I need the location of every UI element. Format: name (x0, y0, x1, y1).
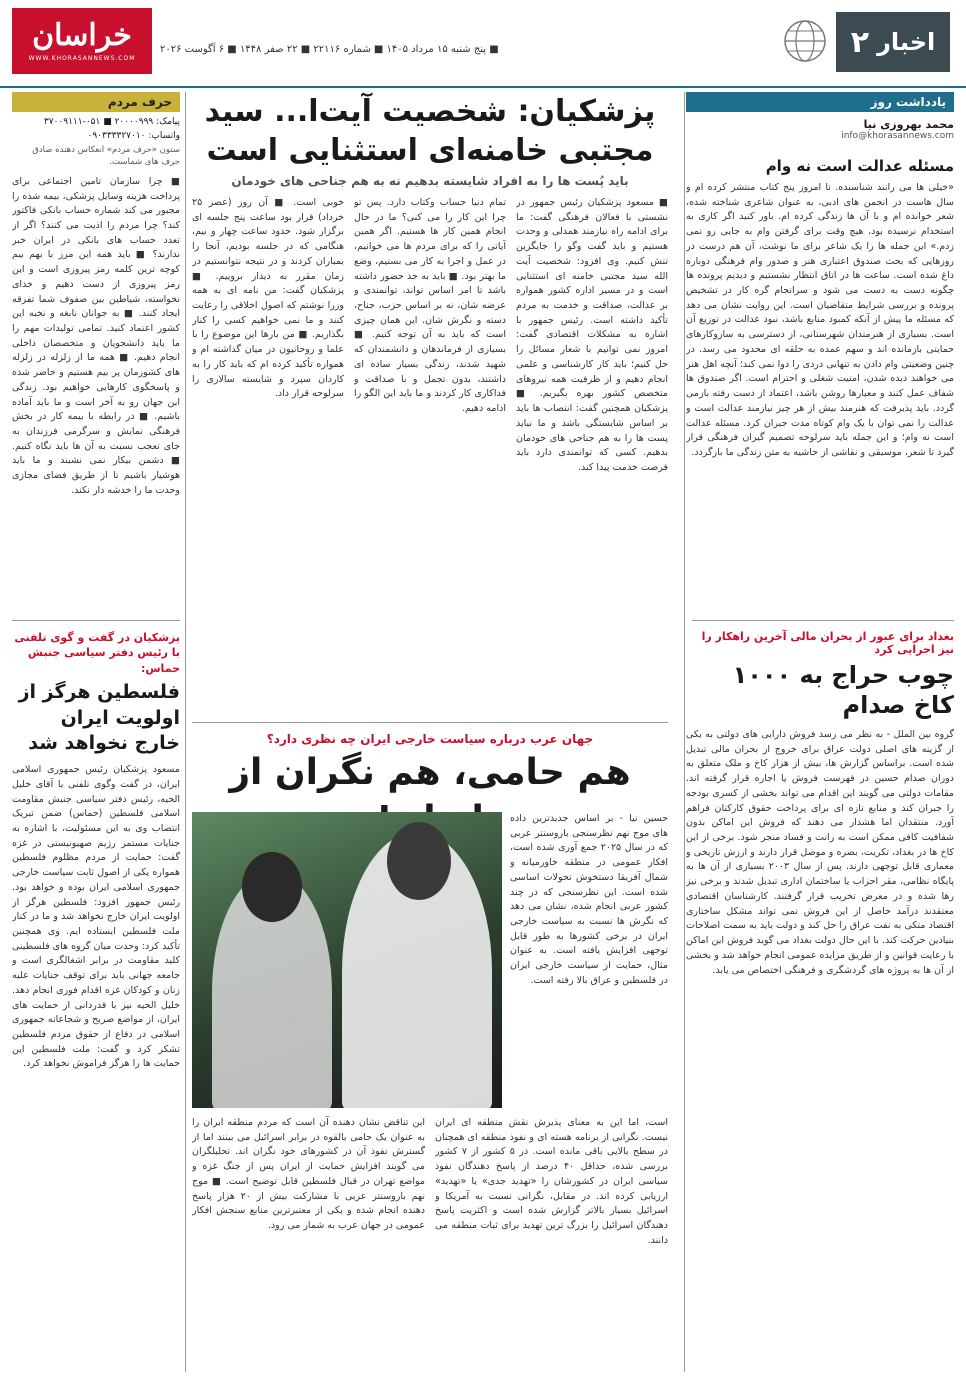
hamas-headline: فلسطین هرگز از اولویت ایران خارج نخواهد شد (18, 681, 180, 755)
arab-lead-column: حسین نیا - بر اساس جدیدترین داده های موج نهم نظرسنجی باروسنتر عربی که در سال ۲۰۲۵ جمع آوری شده است، افکار عمومی در منطقه خاورمیانه و شمال آفریقا دستخوش تحولات اساسی شده است. این نظرسنجی که در چند کشور عربی انجام شده، نشان می دهد که نگرش ها نسبت به سیاست خارجی ایران در برخی کشورها به طور قابل توجهی افزایش یافته است. به عنوان مثال، حمایت از سیاست خارجی ایران در فلسطین و عراق بالا رفته است. (510, 813, 668, 986)
note-body: «خیلی ها می رانند شناسنده. تا امروز پنج کتاب منتشر کرده ام و سال هاست در انجمن های ادبی، به عنوان شاعری شناخته شده، شعر خوانده ام و با آن ها زندگی کرده ام. باور کنید اگر کاری به استخدام نرسیده بود، هیچ وقت برای گرفتن وام به جایی رو نمی زدم.» این جمله ها را یک شاعر برای ما نوشت، آن هم درست در روزهایی که بحث صندوق اعتباری هنر و صدور وام فرهنگی دوباره داغ شده است. ساعت ها در اتاق انتظار نشستیم و دیدیم پرونده ها چگونه دست به دست می شود و سرانجام گره کار در تشخیص پرونده و بررسی شرایط متقاضیان است. این روایت نشان می دهد که مسئله ما پیش از آنکه کمبود منابع باشد، نبود عدالت در توزیع آن است. بسیاری از هنرمندان شهرستانی، از دسترسی به سازوکارهای حمایتی بازمانده اند و سهم عمده به حلقه ای محدود می رسد. در چنین وضعیتی وام دادن به تنهایی دردی را دوا نمی کند؛ آنچه اهل هنر می خواهند دیده شدن، امنیت شغلی و احترام است. اگر صندوق ها شفاف عمل کنند و معیارها روشن باشد، اعتماد از دست رفته بازمی گردد. باید پذیرفت که هنرمند بیش از هر چیز نیازمند عدالت است و عدالت را نمی توان با یک وام کوتاه مدت جبران کرد. مسئله عدالت است نه وام؛ و این جمله باید سرلوحه تصمیم گیران فرهنگی قرار گیرد تا شعر، موسیقی و نقاشی از حاشیه به متن زندگی ما بازگردد. (686, 182, 954, 458)
readers-tag: حرف مردم (12, 92, 180, 112)
readers-column (12, 92, 180, 665)
pezeshkian-columns (192, 196, 668, 726)
pezeshkian-subtitle: باید پُست ها را به افراد شایسته بدهیم نه به هم جناحی های خودمان (231, 174, 629, 188)
editorial-note (686, 92, 954, 631)
arab-headline: هم حامی، هم نگران از (229, 752, 631, 793)
readers-body: ■ چرا سازمان تامین اجتماعی برای پرداخت هزینه وسایل پزشکی، بیمه شده را مجبور می کند شماره حساب بانکی فاکتور کند؟ چرا مردم را اذیت می کنند؟ اگر از تعدد حساب های بانکی در ایران خبر ندارند؟ ■ باید همه این مرز با بهم بیم کوچه ترین کلمه رمز پیروزی است و این رمز پیروزی از دست دهیم و خدای نخواسته، شیاطین بین صفوف شما تفرقه ایجاد کنند. ■ به جوانان نابغه و نخبه این کشور اعتماد کنید. تمامی تولیدات مهم را ما باید دانشجویان و متخصصان داخلی انجام دهیم. ■ همه ما از زلزله در زلزله های کشورمان پر بیم هستیم و حاضر شده و پاسخگوی کارهایی خواهیم بود. زندگی این جهان رو به آخر است و ما باید آماده باشیم. ■ در رابطه با بیمه کار در بخش فرهنگی نمایش و سرگرمی فرزندان به جای تعجب نسبت به آن ها باید نگاه کنیم. ■ دشمن بیکار نمی نشیند و ما باید هوشیار باشیم تا از طریق فضای مجازی وحدت ما را خدشه دار نکند. (12, 175, 180, 496)
globe-icon (782, 18, 828, 64)
pezeshkian-headline: پزشکیان: شخصیت آیت‌ا... سید مجتبی خامنه‌ای استثنایی است (204, 94, 656, 168)
pezeshkian-col-2: تمام دنیا حساب وکتاب دارد. پس تو چرا این کار را می کنی؟ ما در حال انجام همین کار ها هستیم. اگر همین آیاتی را که برای مردم ها می خوانیم، در عمل و اجرا به کار می بستیم، وضع ما بهتر بود. ■ باید به جد حضور داشته باشد تا امر اساس تواند، توانمندی و عرضه شان، نه بر اساس حزب، جناح، دسته و نگرش شان. این همان چیزی است که باید به آن توجه کنیم. ■ بسیاری از فرماندهان و دانشمندان که شهید شدند، زندگی بسیار ساده ای داشتند، بدون تجمل و با صداقت و فداکاری کار کردند و ما باید این الگو را ادامه دهیم. (354, 197, 506, 415)
photo-head (387, 822, 451, 900)
column-divider (684, 92, 685, 1372)
arab-columns (192, 1116, 668, 1372)
arab-col-1: است، اما این به معنای پذیرش نقش منطقه ای ایران نیست. نگرانی از برنامه هسته ای و نفوذ منطقه ای همچنان در سطح بالایی باقی مانده است. در ۵ کشور از ۷ کشور بررسی شده، حداقل ۴۰ درصد از پاسخ دهندگان نفوذ سیاسی ایران در کشورشان را «تهدید جدی» یا «تهدید» ارزیابی کرده اند. در مقابل، نگرانی نسبت به آمریکا و اسرائیل بسیار بالاتر گزارش شده است و اکثریت پاسخ دهندگان اسرائیل را بزرگ ترین تهدید برای ثبات منطقه می دانند. (435, 1117, 668, 1246)
newspaper-logo (12, 8, 152, 74)
hamas-article (12, 630, 180, 1380)
note-web: info@khorasannews.com (841, 131, 954, 141)
note-author: محمد بهروزی نیا (863, 118, 954, 131)
logo-subtext: WWW.KHORASANNEWS.COM (28, 54, 136, 62)
section-number: ۲ (850, 24, 870, 60)
note-tag: یادداشت روز (686, 92, 954, 112)
photo-head (242, 852, 302, 922)
pezeshkian-article (192, 92, 668, 726)
arab-leaders-photo (192, 812, 502, 1108)
pezeshkian-col-3: خوبی است. ■ آن روز (عصر ۲۵ خرداد) قرار بود ساعت پنج جلسه ای برگزار شود. حدود ساعت چهار و نیم، هنگامی که در جلسه بودیم، آنجا را بمباران کردند و در نتیجه نتوانستیم در زمان مقرر به دیدار بروییم. ■ پزشکیان گفت: من نامه ای به همه وزرا نوشتم که اصول اخلاقی را رعایت کنند و ما نمی خواهیم کسی را کنار بگذاریم. ■ من بارها این موضوع را با علما و روحانیون در میان گذاشته ام و همواره تأکید کرده ام که باید کار را به کاردان سپرد و شایسته سالاری را سرلوحه قرار داد. (192, 197, 344, 400)
baghdad-headline: چوب حراج به ۱۰۰۰ کاخ صدام (732, 661, 954, 719)
arab-col-2: این تناقض نشان دهنده آن است که مردم منطقه ایران را به عنوان یک حامی بالقوه در برابر اسرائیل می بینند اما از گسترش نفوذ آن در کشورهای خود نگران اند. تحلیلگران می گویند افزایش حمایت از ایران پس از جنگ غزه و مواضع تهران در قبال فلسطین قابل توضیح است. ■ موج نهم باروسنتر عربی با مشارکت بیش از ۲۰ هزار پاسخ دهنده انجام شده و یکی از معتبرترین منابع سنجش افکار عمومی در جهان عرب به شمار می رود. (192, 1117, 425, 1232)
arab-kicker: جهان عرب درباره سیاست خارجی ایران چه نظری دارد؟ (266, 732, 594, 746)
hamas-kicker: پزشکیان در گفت و گوی تلفنی با رئیس دفتر سیاسی جنبش حماس: (14, 631, 180, 675)
logo-text: خراسان (32, 17, 132, 53)
readers-description: ستون «حرف مردم» انعکاس دهنده صادق حرف های شماست. (32, 145, 180, 167)
dateline: ■ پنج شنبه ۱۵ مرداد ۱۴۰۵ ■ شماره ۲۲۱۱۶ ■ ۲۲ صفر ۱۴۴۸ ■ ۶ آگوست ۲۰۲۶ (160, 44, 499, 55)
baghdad-body: گروه بین الملل - به نظر می رسد فروش دارایی های دولتی به یکی از گزینه های اصلی دولت عراق برای خروج از بحران مالی تبدیل شده است. براساس گزارش ها، بیش از هزار کاخ و ملک متعلق به دوران صدام حسین در فهرست فروش یا اجاره قرار گرفته اند. مقامات دولتی می گویند این اقدام می تواند بخشی از کسری بودجه را جبران کند و منابع تازه ای برای پرداخت حقوق کارکنان فراهم آورد. منتقدان اما هشدار می دهند که فروش این اماکن بدون شفافیت کافی ممکن است به رانت و فساد منجر شود. برخی از این کاخ ها در بغداد، تکریت، بصره و موصل قرار دارند و ارزش تاریخی و معماری قابل توجهی دارند. پس از سال ۲۰۰۳ بسیاری از آن ها به پایگاه نظامی، مقر احزاب یا ساختمان اداری تبدیل شدند و برخی نیز رها شده و در معرض تخریب قرار گرفتند. کارشناسان اقتصادی معتقدند درآمد حاصل از این فروش نمی تواند مشکل ساختاری اقتصاد متکی به نفت عراق را حل کند و دولت باید به سمت اصلاحات بنیادین حرکت کند. با این حال دولت بغداد می گوید فروش این اماکن با رعایت قوانین و از طریق مزایده عمومی انجام خواهد شد و بخشی از آن ها به پروژه های گردشگری و فرهنگی اختصاص می یابد. (686, 729, 954, 976)
column-divider (185, 92, 186, 1372)
pezeshkian-col-1: ■ مسعود پزشکیان رئیس جمهور در نشستی با فعالان فرهنگی گفت: ما برای ادامه راه نیازمند همدلی و وحدت هستیم و باید گفت وگو را جایگزین تنش کنیم. وی افزود: شخصیت آیت الله سید مجتبی خامنه ای استثنایی است و در مسیر اداره کشور همواره بر عدالت، صداقت و خدمت به مردم تأکید داشته است. رئیس جمهور با اشاره به مشکلات اقتصادی گفت: امروز نمی توانیم با شعار مسائل را حل کنیم؛ باید کار کارشناسی و علمی انجام دهیم و از ظرفیت همه نیروهای متخصص کشور بهره بگیریم. ■ پزشکیان همچنین گفت: انتصاب ها باید بر اساس شایستگی باشد و ما نباید پست ها را به هم جناحی های خودمان بدهیم. کسی که توانمندی دارد باید فرصت خدمت پیدا کند. (516, 197, 668, 473)
section-badge (836, 12, 950, 72)
baghdad-kicker: بغداد برای عبور از بحران مالی آخرین راهکار را نیز اجرایی کرد (701, 630, 954, 656)
hamas-body: مسعود پزشکیان رئیس جمهوری اسلامی ایران، در گفت وگوی تلفنی با آقای خلیل الحیه، رئیس دفتر سیاسی جنبش مقاومت اسلامی فلسطین (حماس) ضمن تبریک انتصاب وی به این مسئولیت، با اشاره به جنایات مستمر رژیم صهیونیستی در غزه گفت: حمایت از مردم مظلوم فلسطین همواره یکی از اصول ثابت سیاست خارجی جمهوری اسلامی ایران بوده و خواهد بود. رئیس جمهور افزود: فلسطین هرگز از اولویت ایران خارج نخواهد شد و ما در کنار ملت فلسطین ایستاده ایم. وی همچنین تأکید کرد: وحدت میان گروه های فلسطینی کلید مقاومت در برابر اشغالگری است و جامعه جهانی باید برای توقف جنایات علیه زنان و کودکان غزه اقدام فوری انجام دهد. خلیل الحیه نیز با قدردانی از حمایت های ایران، از مواضع صریح و شجاعانه جمهوری اسلامی در دفاع از حقوق مردم فلسطین تشکر کرد و گفت: ملت فلسطین این حمایت ها را هرگز فراموش نخواهد کرد. (12, 764, 180, 1070)
note-title: مسئله عدالت است نه وام (765, 157, 954, 175)
readers-contacts: پیامک: ۲۰۰۰۰۹۹۹ ■ ۰۵۱-۳۷۰۰۹۱۱۱ واتساپ: ۰۹۰۳۳۳۳۲۷۰۱۰ (43, 117, 180, 141)
masthead (0, 0, 966, 88)
section-label: اخبار (877, 28, 936, 56)
baghdad-article (686, 630, 954, 1380)
